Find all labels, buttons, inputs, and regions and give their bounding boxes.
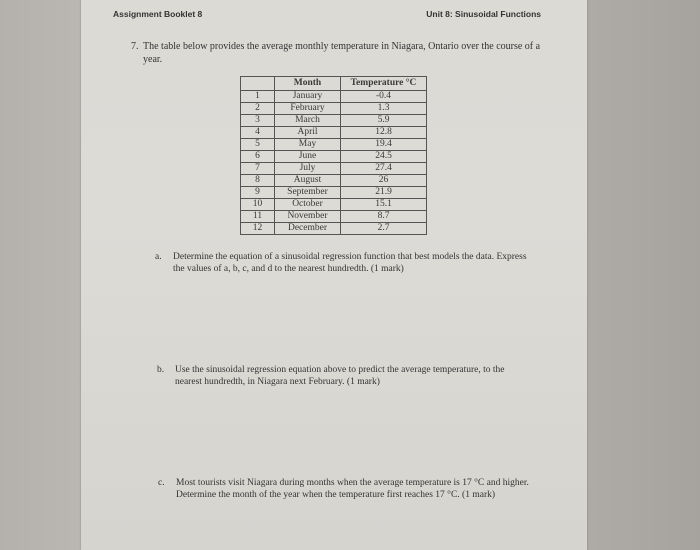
question-text-cont: year. xyxy=(143,54,163,65)
cell-index: 8 xyxy=(241,175,275,187)
cell-temperature: 12.8 xyxy=(341,127,427,139)
cell-month: September xyxy=(275,187,341,199)
part-a-line1: Determine the equation of a sinusoidal regression function that best models the data. Express xyxy=(173,252,527,262)
cell-temperature: 26 xyxy=(341,175,427,187)
table-row xyxy=(241,223,427,235)
cell-index: 7 xyxy=(241,163,275,175)
question-text: The table below provides the average monthly temperature in Niagara, Ontario over the course of a xyxy=(143,41,541,52)
table-row xyxy=(241,139,427,151)
part-b-label: b. xyxy=(157,365,165,375)
table-row xyxy=(241,151,427,163)
part-c-line1: Most tourists visit Niagara during months when the average temperature is 17 °C and higher. xyxy=(176,478,529,488)
table-row xyxy=(241,199,427,211)
unit-title: Unit 8: Sinusoidal Functions xyxy=(426,9,541,19)
table-row xyxy=(241,211,427,223)
cell-temperature: 15.1 xyxy=(341,199,427,211)
table-row xyxy=(241,127,427,139)
part-c xyxy=(158,477,558,501)
cell-temperature: 2.7 xyxy=(341,223,427,235)
cell-month: April xyxy=(275,127,341,139)
table-row xyxy=(241,91,427,103)
cell-index: 11 xyxy=(241,211,275,223)
cell-temperature: 1.3 xyxy=(341,103,427,115)
cell-month: July xyxy=(275,163,341,175)
cell-month: June xyxy=(275,151,341,163)
cell-temperature: 8.7 xyxy=(341,211,427,223)
table-row xyxy=(241,175,427,187)
table-row xyxy=(241,187,427,199)
cell-temperature: -0.4 xyxy=(341,91,427,103)
cell-temperature: 21.9 xyxy=(341,187,427,199)
worksheet-page xyxy=(81,0,587,550)
cell-index: 4 xyxy=(241,127,275,139)
cell-temperature: 19.4 xyxy=(341,139,427,151)
table-row xyxy=(241,163,427,175)
col-header-temperature: Temperature °C xyxy=(341,77,427,91)
booklet-title: Assignment Booklet 8 xyxy=(113,9,203,19)
cell-temperature: 24.5 xyxy=(341,151,427,163)
part-b-line2: nearest hundredth, in Niagara next February. (1 mark) xyxy=(175,377,380,387)
cell-month: October xyxy=(275,199,341,211)
cell-month: May xyxy=(275,139,341,151)
cell-index: 6 xyxy=(241,151,275,163)
cell-index: 3 xyxy=(241,115,275,127)
cell-index: 5 xyxy=(241,139,275,151)
table-header-row xyxy=(241,77,427,91)
cell-month: December xyxy=(275,223,341,235)
cell-month: January xyxy=(275,91,341,103)
col-header-index xyxy=(241,77,275,91)
part-c-line2: Determine the month of the year when the temperature first reaches 17 °C. (1 mark) xyxy=(176,490,496,500)
cell-month: March xyxy=(275,115,341,127)
cell-index: 12 xyxy=(241,223,275,235)
cell-month: February xyxy=(275,103,341,115)
question-7 xyxy=(131,40,557,66)
table-row xyxy=(241,115,427,127)
part-a xyxy=(155,251,555,275)
cell-index: 2 xyxy=(241,103,275,115)
question-number: 7. xyxy=(131,41,139,52)
cell-month: November xyxy=(275,211,341,223)
part-c-label: c. xyxy=(158,478,165,488)
cell-temperature: 27.4 xyxy=(341,163,427,175)
col-header-month: Month xyxy=(275,77,341,91)
part-b xyxy=(157,364,557,388)
part-a-line2: the values of a, b, c, and d to the nearest hundredth. (1 mark) xyxy=(173,264,404,274)
cell-temperature: 5.9 xyxy=(341,115,427,127)
table-row xyxy=(241,103,427,115)
part-b-line1: Use the sinusoidal regression equation above to predict the average temperature, to the xyxy=(175,365,505,375)
cell-index: 10 xyxy=(241,199,275,211)
part-a-label: a. xyxy=(155,252,162,262)
temperature-table xyxy=(240,76,427,235)
question-7-line1 xyxy=(131,40,557,53)
cell-month: August xyxy=(275,175,341,187)
cell-index: 1 xyxy=(241,91,275,103)
cell-index: 9 xyxy=(241,187,275,199)
